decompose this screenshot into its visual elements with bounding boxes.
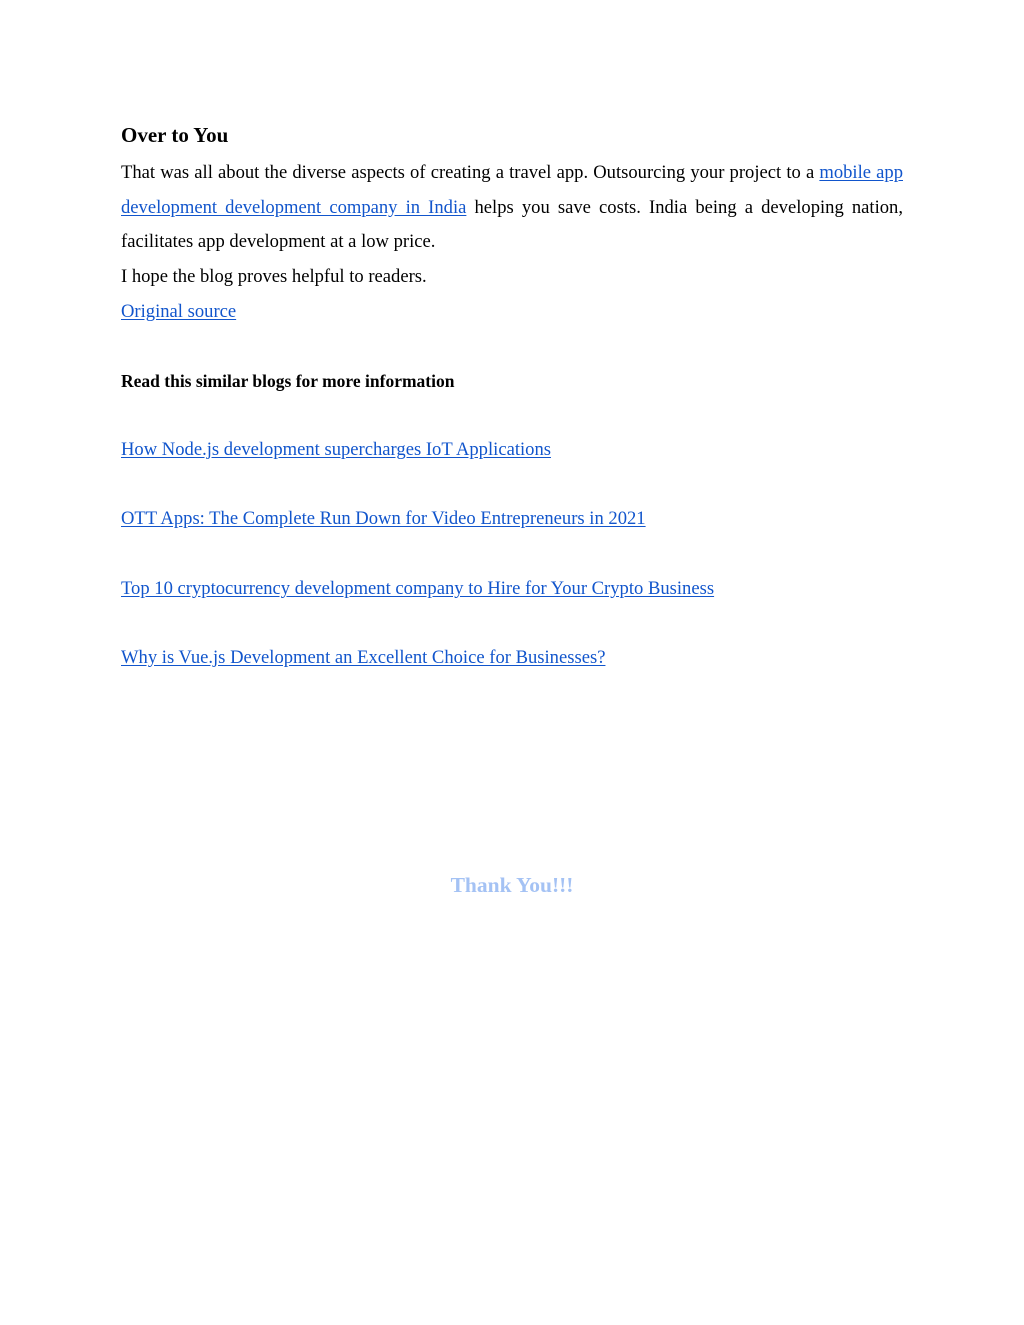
thank-you-text: Thank You!!! <box>450 873 574 897</box>
hope-line: I hope the blog proves helpful to readers. <box>121 266 427 287</box>
section-heading: Over to You <box>121 123 229 147</box>
mobile-app-company-link[interactable]: mobile app development development company in India <box>121 162 903 218</box>
paragraph-text-end: helps you save costs. India being a developing nation, facilitates app development at a low price. <box>121 196 904 253</box>
original-source-link[interactable]: Original source <box>121 301 237 322</box>
related-link-nodejs[interactable]: How Node.js development supercharges IoT Applications <box>121 439 551 460</box>
related-link-vuejs[interactable]: Why is Vue.js Development an Excellent Choice for Businesses? <box>121 647 606 668</box>
intro-paragraph <box>121 156 903 260</box>
paragraph-text-start: That was all about the diverse aspects of creating a travel app. Outsourcing your project to a <box>121 162 820 183</box>
related-link-ott-apps[interactable]: OTT Apps: The Complete Run Down for Video Entrepreneurs in 2021 <box>121 508 646 529</box>
related-link-cryptocurrency[interactable]: Top 10 cryptocurrency development company to Hire for Your Crypto Business <box>121 578 715 599</box>
related-blogs-heading: Read this similar blogs for more information <box>121 371 455 391</box>
